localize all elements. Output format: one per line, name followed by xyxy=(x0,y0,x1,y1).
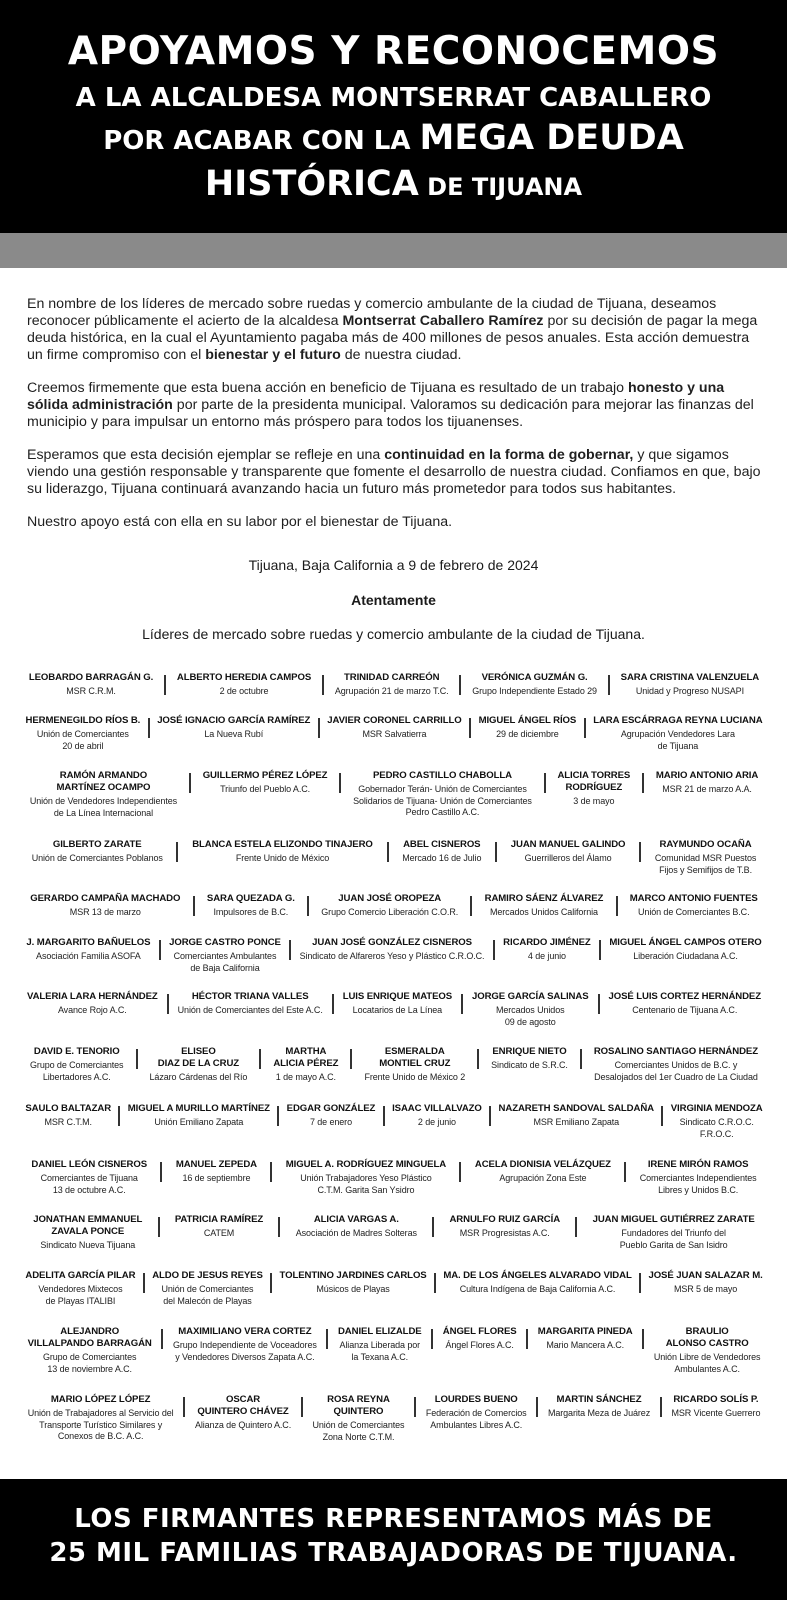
signatory-organization: MSR 5 de mayo xyxy=(673,1284,738,1294)
signatory-name: ALICIA VARGAS A. xyxy=(313,1214,399,1225)
signatory xyxy=(191,770,339,796)
signatory-name: IRENE MIRÓN RAMOS xyxy=(647,1159,749,1170)
signatory-row xyxy=(18,937,770,974)
signatory-name: DANIEL ELIZALDE xyxy=(337,1326,422,1337)
signatory-organization: Margarita Meza de Juárez xyxy=(547,1408,651,1418)
signatory-row xyxy=(18,839,770,876)
signatory-name: MARIO LÓPEZ LÓPEZ xyxy=(50,1394,151,1405)
signatory xyxy=(491,1103,661,1129)
signatory xyxy=(644,770,770,796)
signatory-organization: 16 de septiembre xyxy=(182,1173,251,1183)
signatory xyxy=(178,839,386,865)
signatory-name: MARGARITA PINEDA xyxy=(537,1326,633,1337)
signatory-organization: Vendedores Mixtecos de Playas ITALIBI xyxy=(38,1284,123,1306)
signatory xyxy=(120,1103,277,1129)
p3-bold-b: continuidad en la forma de gobernar, xyxy=(384,447,634,463)
signatory xyxy=(385,1103,489,1129)
signatory-organization: MSR C.R.M. xyxy=(66,686,116,696)
paragraph-1 xyxy=(27,296,762,364)
headline-line-4-post: DE TIJUANA xyxy=(418,173,583,201)
signatory xyxy=(138,1046,260,1084)
signatory xyxy=(303,1394,414,1443)
signatory-row xyxy=(18,1103,770,1140)
headline-banner xyxy=(0,0,787,233)
signatory xyxy=(18,715,148,752)
signatory xyxy=(272,1159,459,1196)
signatory-name: LOURDES BUENO xyxy=(434,1394,518,1405)
signatory-organization: Alianza de Quintero A.C. xyxy=(194,1420,292,1430)
p2-bold-b: honesto y una sólida administración xyxy=(27,380,725,413)
signatory-name: GUILLERMO PÉREZ LÓPEZ xyxy=(202,770,328,781)
signatory-organization: MSR Emiliano Zapata xyxy=(533,1117,620,1127)
signatory-organization: Grupo de Comerciantes Libertadores A.C. xyxy=(30,1060,124,1082)
signatory-name: ISAAC VILLALVAZO xyxy=(392,1103,482,1114)
signatory-organization: Grupo Comercio Liberación C.O.R. xyxy=(321,907,459,917)
signatory xyxy=(169,991,332,1017)
signatory-organization: Unión de Comerciantes B.C. xyxy=(638,907,750,917)
signatory xyxy=(18,672,164,698)
signatory-name: RICARDO JIMÉNEZ xyxy=(503,937,591,948)
signatory-organization: Frente Unido de México 2 xyxy=(364,1072,466,1082)
signatory-name: JOSÉ JUAN SALAZAR M. xyxy=(648,1270,763,1281)
signatory-organization: Centenario de Tijuana A.C. xyxy=(632,1005,738,1015)
signatory-row xyxy=(18,672,770,698)
signatory xyxy=(416,1394,536,1431)
signatory-name: JUAN MIGUEL GUTIÉRREZ ZARATE xyxy=(592,1214,755,1225)
signatory xyxy=(582,1046,770,1083)
signatory xyxy=(528,1326,642,1352)
signatory xyxy=(18,1159,160,1196)
signatory-organization: Sindicato Nueva Tijuana xyxy=(40,1240,136,1250)
signatory-name: JONATHAN EMMANUEL ZAVALA PONCE xyxy=(33,1214,143,1237)
signatory-organization: Unión de Trabajadores al Servicio del Transporte Turístico Similares y Conexos de B.C. A.C. xyxy=(27,1408,174,1441)
signatory xyxy=(641,1270,770,1296)
signatory xyxy=(145,1270,270,1307)
signatory xyxy=(618,893,770,919)
signatory xyxy=(324,672,459,698)
signatory-name: JOSÉ LUIS CORTEZ HERNÁNDEZ xyxy=(608,991,761,1002)
paragraph-3 xyxy=(27,447,762,498)
signatory-name: MIGUEL ÁNGEL RÍOS xyxy=(478,715,577,726)
signatory-name: ALEJANDRO VILLALPANDO BARRAGÁN xyxy=(27,1326,152,1349)
signatory xyxy=(18,839,176,865)
signatory xyxy=(352,1046,477,1084)
signatory-name: JORGE GARCÍA SALINAS xyxy=(472,991,589,1002)
signatory-organization: Grupo Independiente Estado 29 xyxy=(472,686,597,696)
signatory xyxy=(280,1214,432,1240)
signatory-name: JUAN MANUEL GALINDO xyxy=(510,839,626,850)
signatory xyxy=(160,1214,279,1240)
signatory-organization: Liberación Ciudadana A.C. xyxy=(633,951,738,961)
p1-text-e: de nuestra ciudad. xyxy=(340,347,462,363)
signatory-organization: Músicos de Playas xyxy=(316,1284,390,1294)
signatory-name: SARA CRISTINA VALENZUELA xyxy=(620,672,760,683)
signatory-organization: Avance Rojo A.C. xyxy=(57,1005,127,1015)
signatory-organization: Unión de Comerciantes del Este A.C. xyxy=(177,1005,323,1015)
signatory-organization: Locatarios de La Línea xyxy=(352,1005,443,1015)
signatory-name: ADELITA GARCÍA PILAR xyxy=(25,1270,136,1281)
signatory-name: BLANCA ESTELA ELIZONDO TINAJERO xyxy=(192,839,373,850)
signatory xyxy=(626,1159,770,1196)
signatory-name: HÉCTOR TRIANA VALLES xyxy=(191,991,309,1002)
signatory-organization: 2 de junio xyxy=(417,1117,456,1127)
signatory-row xyxy=(18,1214,770,1252)
headline-line-3-pre: POR ACABAR CON LA xyxy=(103,126,420,156)
signatory xyxy=(150,715,318,741)
signatory-row xyxy=(18,1159,770,1196)
signatory-name: ENRIQUE NIETO xyxy=(492,1046,567,1057)
signatory-name: DANIEL LEÓN CISNEROS xyxy=(31,1159,148,1170)
signatory-name: SAULO BALTAZAR xyxy=(25,1103,112,1114)
signatory-name: GILBERTO ZARATE xyxy=(52,839,142,850)
signatory-organization: Asociación de Madres Solteras xyxy=(295,1228,417,1238)
p1-bold-d: bienestar y el futuro xyxy=(205,347,341,363)
signatory xyxy=(433,1326,526,1352)
signatory-organization: Unión de Vendedores Independientes de La Línea Internacional xyxy=(29,796,178,818)
signatory xyxy=(320,715,469,741)
signatory-organization: Sindicato C.R.O.C. F.R.O.C. xyxy=(679,1117,754,1139)
signatory-name: ROSALINO SANTIAGO HERNÁNDEZ xyxy=(593,1046,758,1057)
signatory-organization: MSR C.T.M. xyxy=(44,1117,92,1127)
signatory xyxy=(328,1326,431,1363)
signatory-name: ESMERALDA MONTIEL CRUZ xyxy=(379,1046,451,1069)
signatory-organization: MSR 13 de marzo xyxy=(69,907,141,917)
signatory-name: MAXIMILIANO VERA CORTEZ xyxy=(178,1326,312,1337)
signatory-name: MARTIN SÁNCHEZ xyxy=(556,1394,642,1405)
signatory-organization: Unidad y Progreso NUSAPI xyxy=(635,686,744,696)
signatory-organization: Ángel Flores A.C. xyxy=(445,1340,514,1350)
signatory-organization: Guerrilleros del Álamo xyxy=(524,853,612,863)
signatory-organization: 2 de octubre xyxy=(219,686,269,696)
signatory-name: ROSA REYNA QUINTERO xyxy=(327,1394,390,1417)
signatory-name: MA. DE LOS ÁNGELES ALVARADO VIDAL xyxy=(443,1270,632,1281)
signatory xyxy=(479,1046,580,1072)
signatory-name: PEDRO CASTILLO CHABOLLA xyxy=(372,770,512,781)
signatory-name: J. MARGARITO BAÑUELOS xyxy=(26,937,151,948)
signatory-organization: Federación de Comercios Ambulantes Libres A.C. xyxy=(425,1408,527,1430)
signatory-organization: Fundadores del Triunfo del Pueblo Garita de San Isidro xyxy=(619,1228,728,1250)
signatory xyxy=(272,1270,434,1296)
signatory-organization: Unión Emiliano Zapata xyxy=(154,1117,244,1127)
p1-bold-name: Montserrat Caballero Ramírez xyxy=(342,313,544,329)
signatory-organization: MSR Salvatierra xyxy=(362,729,427,739)
p1-text-a: En nombre de los líderes de mercado sobre ruedas y comercio ambulante de la ciudad de Tijuana, deseamos reconocer públicamente el acierto de la alcaldesa xyxy=(27,296,717,329)
signatory-organization: Alianza Liberada por la Texana A.C. xyxy=(339,1340,421,1362)
signatory-organization: 29 de diciembre xyxy=(496,729,559,739)
signatory xyxy=(18,893,193,919)
signatory-name: EDGAR GONZÁLEZ xyxy=(286,1103,376,1114)
signatory-organization: Unión de Comerciantes del Malecón de Playas xyxy=(161,1284,254,1306)
p2-text-c: por parte de la presidenta municipal. Valoramos su dedicación para mejorar las finanzas del municipio y para impulsar un entorno más próspero para todos los tijuanenses. xyxy=(27,397,754,430)
signatory-row xyxy=(18,893,770,919)
signatory-organization: Agrupación Vendedores Lara de Tijuana xyxy=(620,729,735,751)
signatory-organization: Unión de Comerciantes Poblanos xyxy=(31,853,163,863)
signatory xyxy=(389,839,496,865)
signatory-name: SARA QUEZADA G. xyxy=(206,893,295,904)
signatory-organization: Comerciantes de Tijuana 13 de octubre A.C. xyxy=(40,1173,138,1195)
signatory-name: ALBERTO HEREDIA CAMPOS xyxy=(176,672,312,683)
signatory-organization: Asociación Familia ASOFA xyxy=(36,951,141,961)
signatory xyxy=(291,937,493,963)
signatory xyxy=(161,937,289,974)
signatory-name: JAVIER CORONEL CARRILLO xyxy=(327,715,462,726)
signatory-name: RAMIRO SÁENZ ÁLVAREZ xyxy=(484,893,604,904)
signatory xyxy=(497,839,639,865)
signatory xyxy=(546,770,642,808)
signatory-name: BRAULIO ALONSO CASTRO xyxy=(665,1326,749,1349)
footer-line-2: 25 MIL FAMILIAS TRABAJADORAS DE TIJUANA. xyxy=(49,1538,738,1568)
signatory-organization: Impulsores de B.C. xyxy=(213,907,289,917)
signatory xyxy=(334,991,461,1017)
signatory-name: JUAN JOSÉ GONZÁLEZ CISNEROS xyxy=(312,937,472,948)
leaders-line: Líderes de mercado sobre ruedas y comercio ambulante de la ciudad de Tijuana. xyxy=(142,626,645,642)
signatory-organization: 1 de mayo A.C. xyxy=(275,1072,336,1082)
signatory xyxy=(18,937,159,963)
signatory-row xyxy=(18,1394,770,1443)
signatory-organization: 4 de junio xyxy=(527,951,566,961)
signatory-organization: Cultura Indígena de Baja California A.C. xyxy=(459,1284,616,1294)
signatory xyxy=(18,770,189,819)
signatory-name: LUIS ENRIQUE MATEOS xyxy=(342,991,453,1002)
signatory-name: JOSÉ IGNACIO GARCÍA RAMÍREZ xyxy=(157,715,311,726)
signatory xyxy=(610,672,770,698)
footer-line-1: LOS FIRMANTES REPRESENTAMOS MÁS DE xyxy=(74,1504,713,1534)
signatory xyxy=(601,937,770,963)
signatory-name: ACELA DIONISIA VELÁZQUEZ xyxy=(474,1159,611,1170)
signatory xyxy=(279,1103,382,1129)
signatory-name: LEOBARDO BARRAGÁN G. xyxy=(28,672,154,683)
signatory xyxy=(538,1394,660,1420)
signatory-name: OSCAR QUINTERO CHÁVEZ xyxy=(197,1394,289,1417)
letter-date: Tijuana, Baja California a 9 de febrero de 2024 xyxy=(248,557,539,573)
signatory xyxy=(434,1214,575,1240)
signatory-name: TRINIDAD CARREÓN xyxy=(344,672,440,683)
grey-divider-bar xyxy=(0,233,787,268)
signatory-name: PATRICIA RAMÍREZ xyxy=(174,1214,264,1225)
signatory-name: ABEL CISNEROS xyxy=(403,839,481,850)
signatory-name: JORGE CASTRO PONCE xyxy=(169,937,281,948)
signatory-name: LARA ESCÁRRAGA REYNA LUCIANA xyxy=(593,715,763,726)
signatory xyxy=(463,991,597,1028)
signatory-name: JUAN JOSÉ OROPEZA xyxy=(338,893,442,904)
signatory-organization: Mario Mancera A.C. xyxy=(546,1340,625,1350)
signatory xyxy=(663,1103,770,1140)
signatory xyxy=(185,1394,301,1432)
signatory xyxy=(163,1326,326,1363)
headline-line-3 xyxy=(0,118,787,161)
signatory-name: ARNULFO RUIZ GARCÍA xyxy=(449,1214,561,1225)
paragraph-2 xyxy=(27,380,762,431)
signatory-name: VALERIA LARA HERNÁNDEZ xyxy=(26,991,158,1002)
signatory-name: VIRGINIA MENDOZA xyxy=(670,1103,763,1114)
signatory xyxy=(600,991,770,1017)
signatory-name: RAMÓN ARMANDO MARTÍNEZ OCAMPO xyxy=(56,770,151,793)
signatory-row xyxy=(18,715,770,752)
signatory-organization: MSR 21 de marzo A.A. xyxy=(662,784,752,794)
footer-banner xyxy=(0,1479,787,1600)
signatory-organization: Mercado 16 de Julio xyxy=(402,853,482,863)
signatory-name: MIGUEL A. RODRÍGUEZ MINGUELA xyxy=(285,1159,447,1170)
signatory-name: MARIO ANTONIO ARIA xyxy=(655,770,759,781)
paragraph-4: Nuestro apoyo está con ella en su labor por el bienestar de Tijuana. xyxy=(27,514,453,530)
signatory xyxy=(18,1103,118,1129)
headline-line-2: A LA ALCALDESA MONTSERRAT CABALLERO xyxy=(75,83,712,113)
signatory-organization: Comunidad MSR Puestos Fijos y Semifijos de T.B. xyxy=(654,853,757,875)
signatory-organization: Unión Libre de Vendedores Ambulantes A.C. xyxy=(653,1352,761,1374)
signatory-name: GERARDO CAMPAÑA MACHADO xyxy=(30,893,181,904)
signatory-name: MIGUEL A MURILLO MARTÍNEZ xyxy=(127,1103,270,1114)
signatory xyxy=(18,991,167,1017)
signatory-name: NAZARETH SANDOVAL SALDAÑA xyxy=(498,1103,654,1114)
signatory xyxy=(472,893,615,919)
signatory xyxy=(18,1046,136,1083)
signatory-name: HERMENEGILDO RÍOS B. xyxy=(25,715,141,726)
p3-text-a: Esperamos que esta decisión ejemplar se refleje en una xyxy=(27,447,385,463)
signatory-name: MIGUEL ÁNGEL CAMPOS OTERO xyxy=(609,937,762,948)
signatory-name: ÁNGEL FLORES xyxy=(442,1326,517,1337)
signatory-organization: Mercados Unidos 09 de agosto xyxy=(495,1005,565,1027)
signatory-organization: Grupo de Comerciantes 13 de noviembre A.C. xyxy=(42,1352,137,1374)
signatory-organization: Triunfo del Pueblo A.C. xyxy=(220,784,311,794)
signatory-organization: Frente Unido de México xyxy=(235,853,330,863)
signatory-row xyxy=(18,1270,770,1307)
signatory xyxy=(166,672,322,698)
signatory-name: ELISEO DIAZ DE LA CRUZ xyxy=(157,1046,240,1069)
signatory-organization: Grupo Independiente de Voceadores y Vendedores Diversos Zapata A.C. xyxy=(172,1340,317,1362)
signatory xyxy=(18,1214,158,1252)
signatory xyxy=(18,1326,161,1375)
signatory-organization: MSR Vicente Guerrero xyxy=(671,1408,761,1418)
signatory-organization: MSR Progresistas A.C. xyxy=(459,1228,550,1238)
signatory-organization: Comerciantes Independientes Libres y Unidos B.C. xyxy=(639,1173,757,1195)
signatory-organization: Gobernador Terán- Unión de Comerciantes Solidarios de Tijuana- Unión de Comerciantes Pedro Castillo A.C. xyxy=(353,784,532,817)
signatory-row xyxy=(18,1046,770,1084)
signatory xyxy=(577,1214,770,1251)
headline-line-1: APOYAMOS Y RECONOCEMOS xyxy=(67,29,720,74)
signatory xyxy=(341,770,543,819)
closing-atentamente: Atentamente xyxy=(351,592,436,608)
signatory-name: MARTHA ALICIA PÉREZ xyxy=(273,1046,339,1069)
signatory-organization: Agrupación Zona Este xyxy=(499,1173,587,1183)
signatory-name: ALDO DE JESUS REYES xyxy=(152,1270,263,1281)
signatory-row xyxy=(18,1326,770,1375)
signatory-name: MANUEL ZEPEDA xyxy=(175,1159,257,1170)
signatory-name: ALICIA TORRES RODRÍGUEZ xyxy=(557,770,631,793)
signatory xyxy=(18,1270,143,1307)
signatory xyxy=(195,893,307,919)
signatory-row xyxy=(18,770,770,819)
signatory xyxy=(309,893,470,919)
signatory-organization: 3 de mayo xyxy=(573,796,615,806)
signatory xyxy=(586,715,770,752)
signatory-name: TOLENTINO JARDINES CARLOS xyxy=(279,1270,427,1281)
signatory-organization: La Nueva Rubí xyxy=(204,729,264,739)
signatory-organization: Unión Trabajadores Yeso Plástico C.T.M. Garita San Ysidro xyxy=(300,1173,432,1195)
signatory xyxy=(644,1326,770,1375)
signatory-organization: 7 de enero xyxy=(309,1117,352,1127)
signatory-organization: Comerciantes Ambulantes de Baja California xyxy=(173,951,277,973)
signatory-row xyxy=(18,991,770,1028)
signatory-name: MARCO ANTONIO FUENTES xyxy=(629,893,758,904)
signatory xyxy=(162,1159,270,1185)
signatory xyxy=(461,1159,624,1185)
signatory-organization: Unión de Comerciantes 20 de abril xyxy=(36,729,129,751)
signatory-organization: Lázaro Cárdenas del Río xyxy=(149,1072,248,1082)
headline-line-4 xyxy=(0,162,787,209)
signatory-organization: Agrupación 21 de marzo T.C. xyxy=(334,686,449,696)
signatory-name: VERÓNICA GUZMÁN G. xyxy=(481,672,588,683)
p3-text-c: y que sigamos viendo una gestión responsable y transparente que fomente el desarrollo de nuestra ciudad. Confiamos en que, bajo su liderazgo, Tijuana continuará avanzando hacia un futuro más prometedor para todos sus habitantes. xyxy=(27,447,761,497)
signatory-organization: Mercados Unidos California xyxy=(489,907,598,917)
signatory xyxy=(261,1046,350,1084)
signatory xyxy=(461,672,607,698)
signatory xyxy=(495,937,599,963)
p1-text-c: por su decisión de pagar la mega deuda histórica, en la cual el Ayuntamiento pagaba más de 400 millones de pesos anuales. Esta acción demuestra un firme compromiso con el xyxy=(27,313,758,363)
signatory-organization: Sindicato de S.R.C. xyxy=(491,1060,568,1070)
signatory-name: RICARDO SOLÍS P. xyxy=(673,1394,759,1405)
headline-line-4-emphasis: HISTÓRICA xyxy=(204,164,419,204)
signatory-organization: Sindicato de Alfareros Yeso y Plástico C.R.O.C. xyxy=(299,951,485,961)
signatory-organization: Unión de Comerciantes Zona Norte C.T.M. xyxy=(312,1420,405,1442)
signatory xyxy=(471,715,584,741)
signatory xyxy=(436,1270,639,1296)
signatory xyxy=(641,839,770,876)
signatory-name: DAVID E. TENORIO xyxy=(33,1046,120,1057)
signatory xyxy=(18,1394,183,1443)
p2-text-a: Creemos firmemente que esta buena acción en beneficio de Tijuana es resultado de un trabajo xyxy=(27,380,628,396)
signatory-organization: Comerciantes Unidos de B.C. y Desalojados del 1er Cuadro de La Ciudad xyxy=(594,1060,758,1082)
signatory-organization: CATEM xyxy=(203,1228,235,1238)
signatory-name: RAYMUNDO OCAÑA xyxy=(659,839,752,850)
headline-line-3-emphasis: MEGA DEUDA xyxy=(419,118,684,158)
letter-body xyxy=(27,296,762,547)
signatory xyxy=(662,1394,770,1420)
